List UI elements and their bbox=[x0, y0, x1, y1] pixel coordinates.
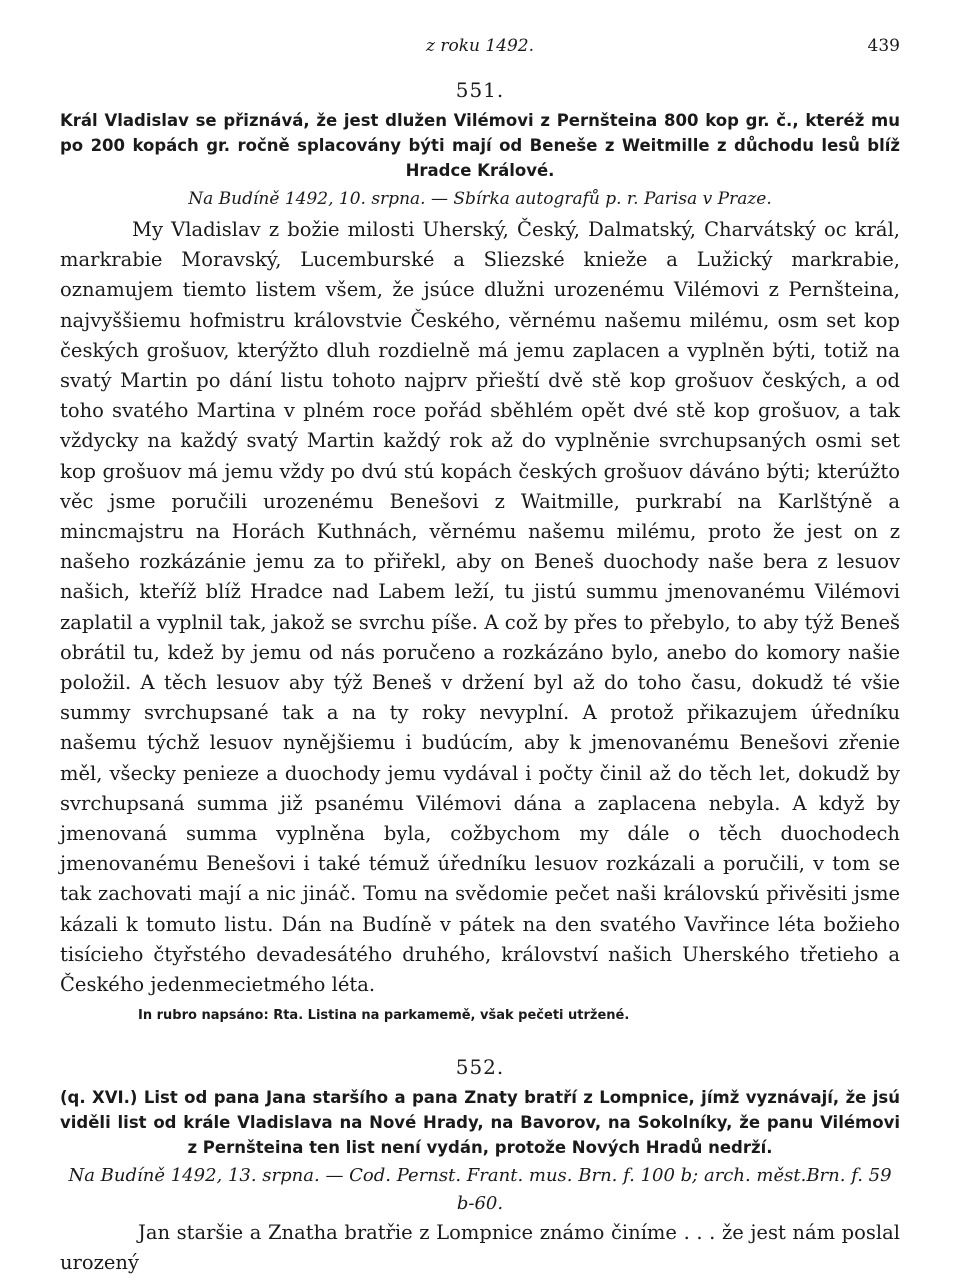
document-page bbox=[60, 30, 900, 1278]
document-number: 551. bbox=[455, 78, 505, 102]
document-body-text: Jan staršie a Znatha bratřie z Lompnice známo činíme . . . že jest nám poslal urozený bbox=[60, 1221, 900, 1275]
document-regest: Král Vladislav se přiznává, že jest dlužen Vilémovi z Pernšteina 800 kop gr. č., kteréž mu po 200 kopách gr. ročně splacovány býti mají od Beneše z Weitmille z důchodu lesů blíž Hradce Králové. bbox=[60, 111, 900, 180]
document-552 bbox=[60, 1055, 900, 1278]
document-note: In rubro napsáno: Rta. Listina na parkamemě, však pečeti utržené. bbox=[138, 1008, 630, 1024]
running-title: z roku 1492. bbox=[425, 36, 535, 56]
document-dating: Na Budíně 1492, 13. srpna. — Cod. Pernst. Frant. mus. Brn. f. 100 b; arch. měst.Brn. f. 59 b-60. bbox=[68, 1165, 892, 1215]
running-head bbox=[60, 30, 900, 64]
document-number: 552. bbox=[455, 1055, 505, 1080]
document-body-text: My Vladislav z božie milosti Uherský, Český, Dalmatský, Charvátský oc král, markrabie Moravský, Lucemburské a Sliezské knieže a Lužický markrabie, oznamujem tiemto listem všem, že jsúce dlužni urozenému Vilémovi z Pernšteina, najvyššiemu hofmistru královstvie Českého, věrnému našemu milému, osm set kop českých grošuov, kterýžto dluh rozdielně má jemu zaplacen a vyplněn býti, totiž na svatý Martin po dání listu tohoto najprv přieští dvě stě kop grošuov českých, a od toho svatého Martina v plném roce pořád sběhlém opět dvé stě kop grošuov, a tak vždycky na každý svatý Martin každý rok až do vyplněnie svrchupsaných osmi set kop grošuov má jemu vždy po dvú stú kopách českých grošuov dáváno býti; kterúžto věc jsme poručili urozenému Benešovi z Waitmille, purkrabí na Karlštýně a mincmajstru na Horách Kuthnách, věrnému našemu milému, proto že jest on z našeho rozkázánie jemu za to přiřekl, aby on Beneš duochody naše bera z lesuov našich, kteříž blíž Hradce nad Labem leží, tu jistú summu jmenovanému Vilémovi zaplatil a vyplnil tak, jakož se svrchu píše. A což by přes to přebylo, to aby týž Beneš obrátil tu, kdež by jemu od nás poručeno a rozkázáno bylo, anebo do komory našie položil. A těch lesuov aby týž Beneš v držení byl až do toho času, dokudž té všie summy svrchupsané tak a na ty roky nevyplní. A protož přikazujem úředníku našemu týchž lesuov nynějšiemu i budúcím, aby k jmenovanému Benešovi zřenie měl, všecky penieze a duochody jemu vydával i počty činil až do těch let, dokudž by svrchupsaná summa již psanému Vilémovi dána a zaplacena nebyla. A když by jmenovaná summa vyplněna byla, cožbychom my dále o těch duochodech jmenovanému Benešovi i také témuž úředníku lesuov rozkázali a poručili, v tom se tak zachovati mají a nic jináč. Tomu na svědomie pečet naši královskú přivěsiti jsme kázali k tomuto listu. Dán na Budíně v pátek na den svatého Vavřince léta božieho tisícieho čtyřstého devadesátého druhého, království našich Uherského třetieho a Českého jedenmecietmého léta. bbox=[60, 218, 900, 997]
document-regest: (q. XVI.) List od pana Jana staršího a pana Znaty bratří z Lompnice, jímž vyznávají, že jsú viděli list od krále Vladislava na Nové Hrady, na Bavorov, na Sokolníky, že panu Vilémovi z Pernšteina ten list není vydán, protože Nových Hradů nedrží. bbox=[60, 1088, 900, 1158]
page-number: 439 bbox=[867, 36, 900, 56]
document-dating: Na Budíně 1492, 10. srpna. — Sbírka autografů p. r. Parisa v Praze. bbox=[188, 189, 772, 209]
document-551 bbox=[60, 78, 900, 1023]
